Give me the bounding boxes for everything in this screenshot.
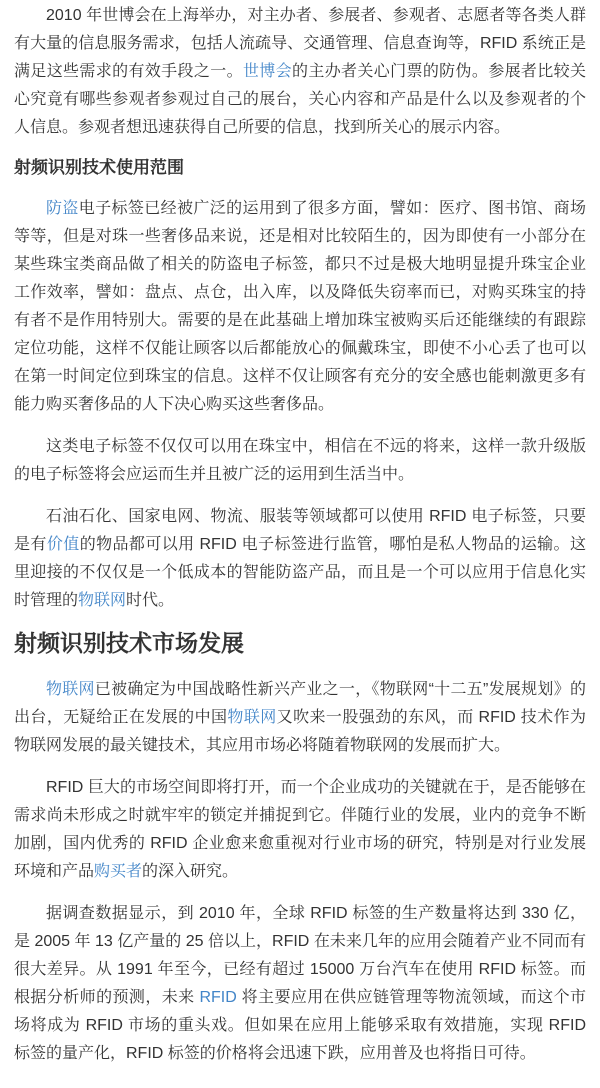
paragraph bbox=[14, 433, 586, 489]
section-heading-large: 射频识别技术市场发展 bbox=[14, 630, 244, 656]
paragraph bbox=[14, 774, 586, 886]
text-run: 电子标签已经被广泛的运用到了很多方面，譬如：医疗、图书馆、商场等等，但是对珠一些奢侈品来说，还是相对比较陌生的，因为即使有一小部分在某些珠宝类商品做了相关的防盗电子标签，都只不过是极大地明显提升珠宝企业工作效率，譬如：盘点、点仓，出入库，以及降低失窃率而已，对购买珠宝的持有者不是作用特别大。需要的是在此基础上增加珠宝被购买后还能继续的有跟踪定位功能，这样不仅能让顾客以后都能放心的佩戴珠宝，即使不小心丢了也可以在第一时间定位到珠宝的信息。这样不仅让顾客有充分的安全感也能刺激更多有能力购买奢侈品的人下决心购买这些奢侈品。 bbox=[14, 200, 586, 413]
section-heading: 射频识别技术使用范围 bbox=[14, 158, 184, 177]
text-run: 这类电子标签不仅仅可以用在珠宝中，相信在不远的将来，这样一款升级版的电子标签将会应运而生并且被广泛的运用到生活当中。 bbox=[14, 438, 586, 483]
text-run: 的物品都可以用 RFID 电子标签进行监管，哪怕是私人物品的运输。这里迎接的不仅仅是一个低成本的智能防盗产品，而且是一个可以应用于信息化实时管理的 bbox=[14, 536, 586, 609]
text-run: 已被确定为中国战略性新兴产业之一，《物联网“十二五”发展规划》的出台，无疑给正在发展的中国 bbox=[14, 681, 586, 726]
text-run: 2010 年世博会在上海举办，对主办者、参展者、参观者、志愿者等各类人群有大量的信息服务需求，包括人流疏导、交通管理、信息查询等，RFID 系统正是满足这些需求的有效手段之一。 bbox=[14, 7, 586, 80]
text-run: 的主办者关心门票的防伪。参展者比较关心究竟有哪些参观者参观过自己的展台，关心内容和产品是什么以及参观者的个人信息。参观者想迅速获得自己所要的信息，找到所关心的展示内容。 bbox=[14, 63, 586, 136]
paragraph bbox=[14, 195, 586, 419]
text-run: 据调查数据显示，到 2010 年，全球 RFID 标签的生产数量将达到 330 亿，是 2005 年 13 亿产量的 25 倍以上，RFID 在未来几年的应用会随着产业不同而有很大差异。从 1991 年至今，已经有超过 15000 万台汽车在使用 RFID 标签。而根据分析师的预测，未来 bbox=[14, 905, 586, 1006]
inline-link[interactable]: 价值 bbox=[46, 536, 80, 553]
paragraph bbox=[14, 503, 586, 615]
text-run: 石油石化、国家电网、物流、服装等领域都可以使用 RFID 电子标签，只要是有 bbox=[14, 508, 586, 553]
paragraph bbox=[14, 900, 586, 1068]
inline-link[interactable]: 购买者 bbox=[94, 863, 143, 880]
paragraph bbox=[14, 2, 586, 142]
inline-link[interactable]: RFID bbox=[199, 989, 237, 1006]
text-run: 时代。 bbox=[126, 592, 175, 609]
inline-link[interactable]: 物联网 bbox=[78, 592, 127, 609]
article-body bbox=[14, 2, 586, 1068]
inline-link[interactable]: 物联网 bbox=[227, 709, 277, 726]
text-run: 将主要应用在供应链管理等物流领域，而这个市场将成为 RFID 市场的重头戏。但如果在应用上能够采取有效措施，实现 RFID 标签的量产化，RFID 标签的价格将会迅速下跌，应用普及也将指日可待。 bbox=[14, 989, 586, 1062]
paragraph bbox=[14, 676, 586, 760]
text-run: 的深入研究。 bbox=[142, 863, 239, 880]
inline-link[interactable]: 物联网 bbox=[46, 681, 95, 698]
inline-link[interactable]: 世博会 bbox=[242, 63, 292, 80]
text-run: RFID 巨大的市场空间即将打开，而一个企业成功的关键就在于，是否能够在需求尚未形成之时就牢牢的锁定并捕捉到它。伴随行业的发展，业内的竞争不断加剧，国内优秀的 RFID 企业愈来愈重视对行业市场的研究，特别是对行业发展环境和产品 bbox=[14, 779, 586, 880]
text-run: 又吹来一股强劲的东风，而 RFID 技术作为物联网发展的最关键技术，其应用市场必将随着物联网的发展而扩大。 bbox=[14, 709, 586, 754]
inline-link[interactable]: 防盗 bbox=[46, 200, 79, 217]
